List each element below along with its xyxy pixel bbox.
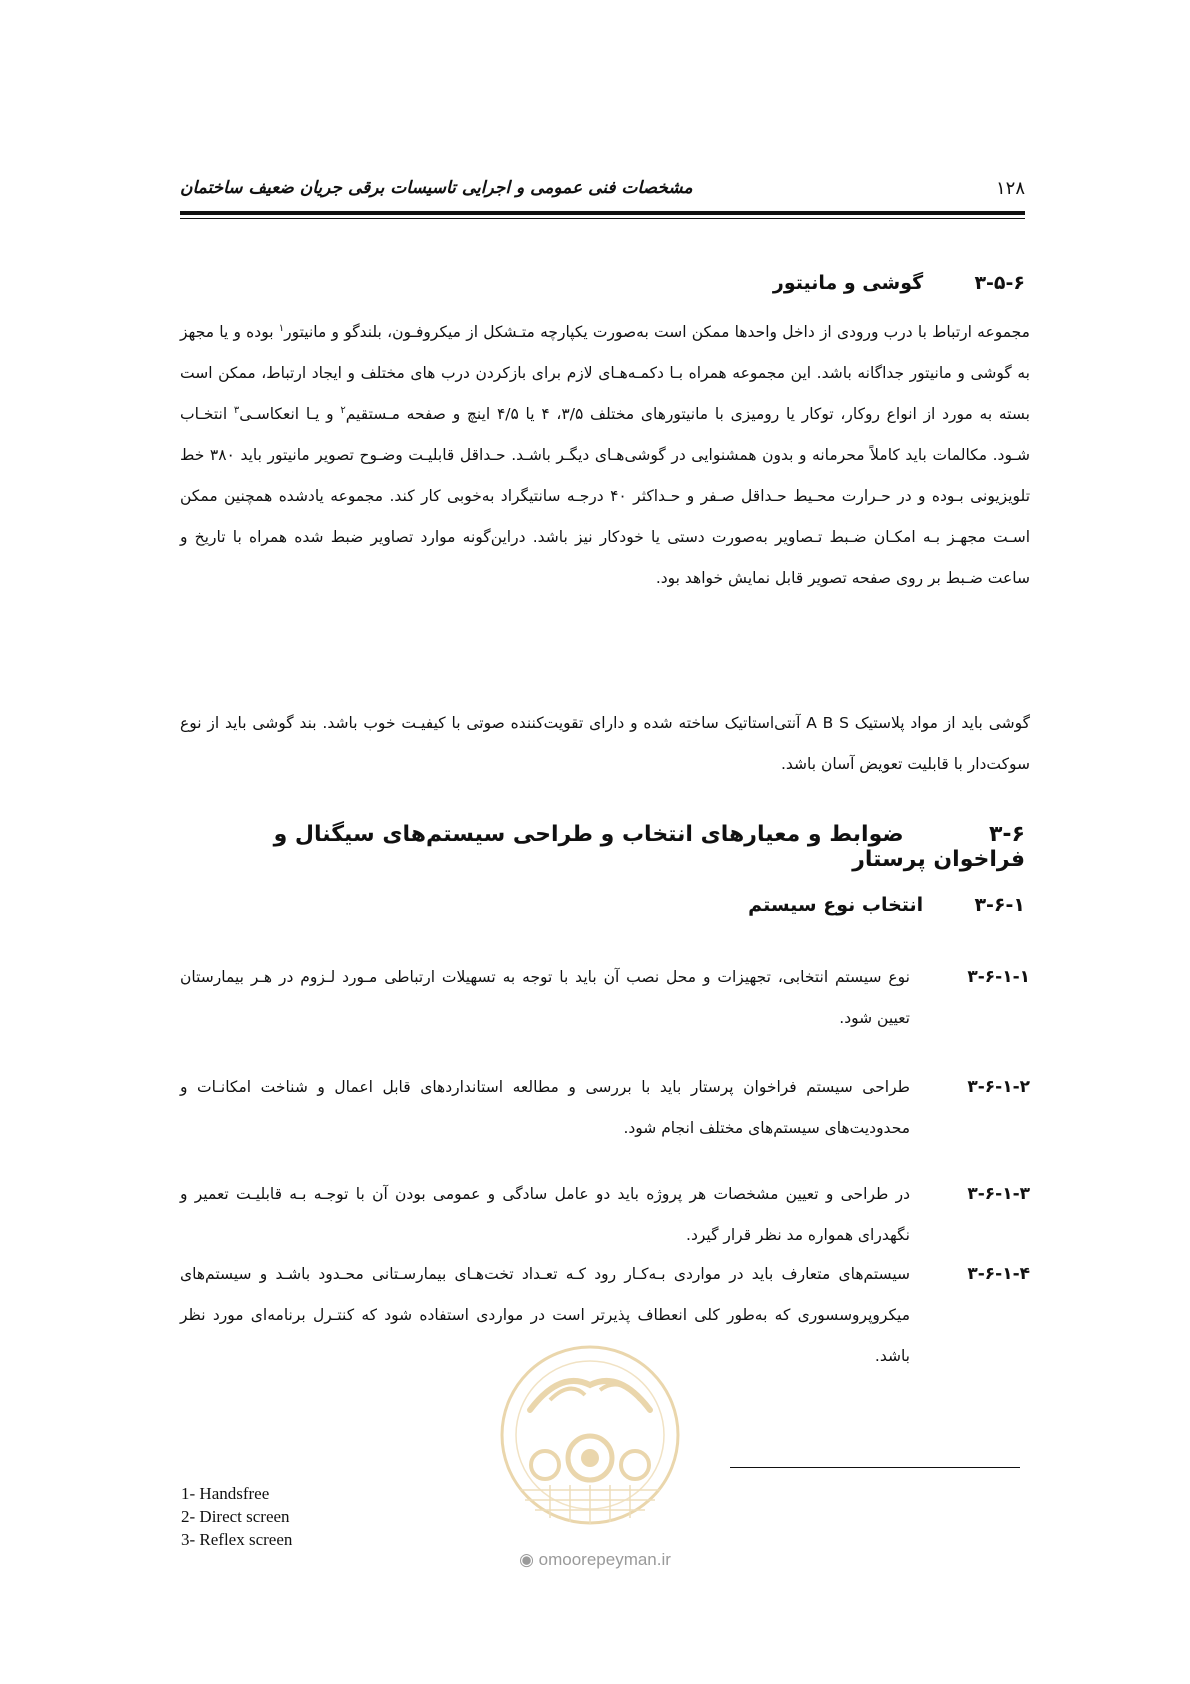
item-number: ۳-۶-۱-۲	[967, 1077, 1030, 1097]
section-heading-3-6	[180, 822, 1025, 872]
footnote-separator	[730, 1467, 1020, 1468]
section-number: ۳-۶-۱	[974, 894, 1025, 916]
footnotes	[181, 1482, 292, 1551]
item-number: ۳-۶-۱-۴	[967, 1264, 1030, 1284]
list-item	[180, 1067, 1030, 1149]
section-title: انتخاب نوع سیستم	[748, 894, 924, 916]
section-title: گوشی و مانیتور	[772, 272, 924, 294]
footnote-ref-2[interactable]: ۲	[340, 404, 346, 416]
list-item	[180, 957, 1030, 1039]
section-number: ۳-۶	[989, 822, 1025, 847]
footnote-3: 3- Reflex screen	[181, 1530, 293, 1549]
item-number: ۳-۶-۱-۳	[967, 1184, 1030, 1204]
paragraph-text: مجموعه ارتباط با درب ورودی از داخل واحدها ممکن است به‌صورت یکپارچه متـشکل از میکروفـون، بلندگو و مانیتور	[284, 323, 1030, 341]
item-number: ۳-۶-۱-۱	[967, 967, 1030, 987]
header-rule-thick	[180, 211, 1025, 215]
watermark-caption	[485, 1550, 705, 1570]
running-header	[180, 178, 1025, 208]
section-heading-3-5-6	[180, 272, 1025, 294]
watermark-url: omoorepeyman.ir	[538, 1550, 671, 1569]
item-text: در طراحی و تعیین مشخصات هر پروژه باید دو عامل سادگی و عمومی بودن آن با توجـه بـه قابلیـت تعمیر و نگهدرای همواره مد نظر قرار گیرد.	[180, 1185, 910, 1244]
watermark-logo-icon	[490, 1340, 690, 1530]
footnote-2: 2- Direct screen	[181, 1507, 290, 1526]
header-rule-thin	[180, 218, 1025, 219]
item-text: نوع سیستم انتخابی، تجهیزات و محل نصب آن باید با توجه به تسهیلات ارتباطی مـورد لـزوم در هـر بیمارستان تعیین شود.	[180, 968, 910, 1027]
footnote-ref-1[interactable]: ۱	[278, 322, 285, 334]
at-icon: ◉	[519, 1550, 534, 1569]
section-number: ۳-۵-۶	[974, 272, 1025, 294]
item-text: طراحی سیستم فراخوان پرستار باید با بررسی و مطالعه استانداردهای قابل اعمال و شناخت امکانـات و محدودیت‌های سیستم‌های مختلف انجام شود.	[180, 1078, 910, 1137]
paragraph-text: انتخـاب شـود. مکالمات باید کاملاً محرمانه و بدون همشنوایی در گوشی‌هـای دیگـر باشـد. حـداقل قابلیـت وضـوح تصویر مانیتور باید ۳۸۰ خط تلویزیونی بـوده و در حـرارت محـیط حـداقل صـفر و حـداکثر ۴۰ درجـه سانتیگراد به‌خوبی کار کند. مجموعه یادشده همچنین ممکن اسـت مجهـز بـه امکـان ضـبط تـصاویر به‌صورت دستی یا خودکار نیز باشد. دراین‌گونه موارد تصاویر ضبط شده همراه با تاریخ و ساعت ضـبط بر روی صفحه تصویر قابل نمایش خواهد بود.	[180, 405, 1031, 587]
section-heading-3-6-1	[180, 894, 1025, 916]
footnote-ref-3[interactable]: ۳	[233, 404, 240, 416]
list-item	[180, 1174, 1030, 1256]
section-title: ضوابط و معیارهای انتخاب و طراحی سیستم‌های سیگنال و فراخوان پرستار	[273, 822, 1025, 872]
paragraph-text: و یـا انعکاسـی	[239, 405, 341, 423]
header-title: مشخصات فنی عمومی و اجرایی تاسیسات برقی جریان ضعیف ساختمان	[180, 178, 693, 198]
page-number: ۱۲۸	[995, 178, 1025, 199]
paragraph-handset-monitor	[180, 312, 1030, 599]
item-text: سیستم‌های متعارف باید در مواردی بـه‌کـار رود کـه تعـداد تخت‌هـای بیمارسـتانی محـدود باشـد و سیستم‌های میکروپروسسوری که به‌طور کلی انعطاف پذیرتر است در مواردی استفاده شود که کنتـرل برنامه‌ای مورد نظر باشد.	[180, 1265, 910, 1365]
footnote-1: 1- Handsfree	[181, 1484, 270, 1503]
paragraph-text: بوده و یا مجهز به گوشی و مانیتور جداگانه باشد. این مجموعه همراه بـا دکمـه‌هـای لازم برای بازکردن درب های مختلف و ایجاد ارتباط، ممکن است بسته به مورد از انواع روکار، توکار یا رومیزی با مانیتورهای مختلف ۳/۵، ۴ یا ۴/۵ اینچ و صفحه مـستقیم	[180, 323, 1031, 423]
paragraph-handset-material: گوشی باید از مواد پلاستیک A B S آنتی‌استاتیک ساخته شده و دارای تقویت‌کننده صوتی با کیفیـت خوب باشد. بند گوشی باید از نوع سوکت‌دار با قابلیت تعویض آسان باشد.	[180, 714, 1030, 773]
